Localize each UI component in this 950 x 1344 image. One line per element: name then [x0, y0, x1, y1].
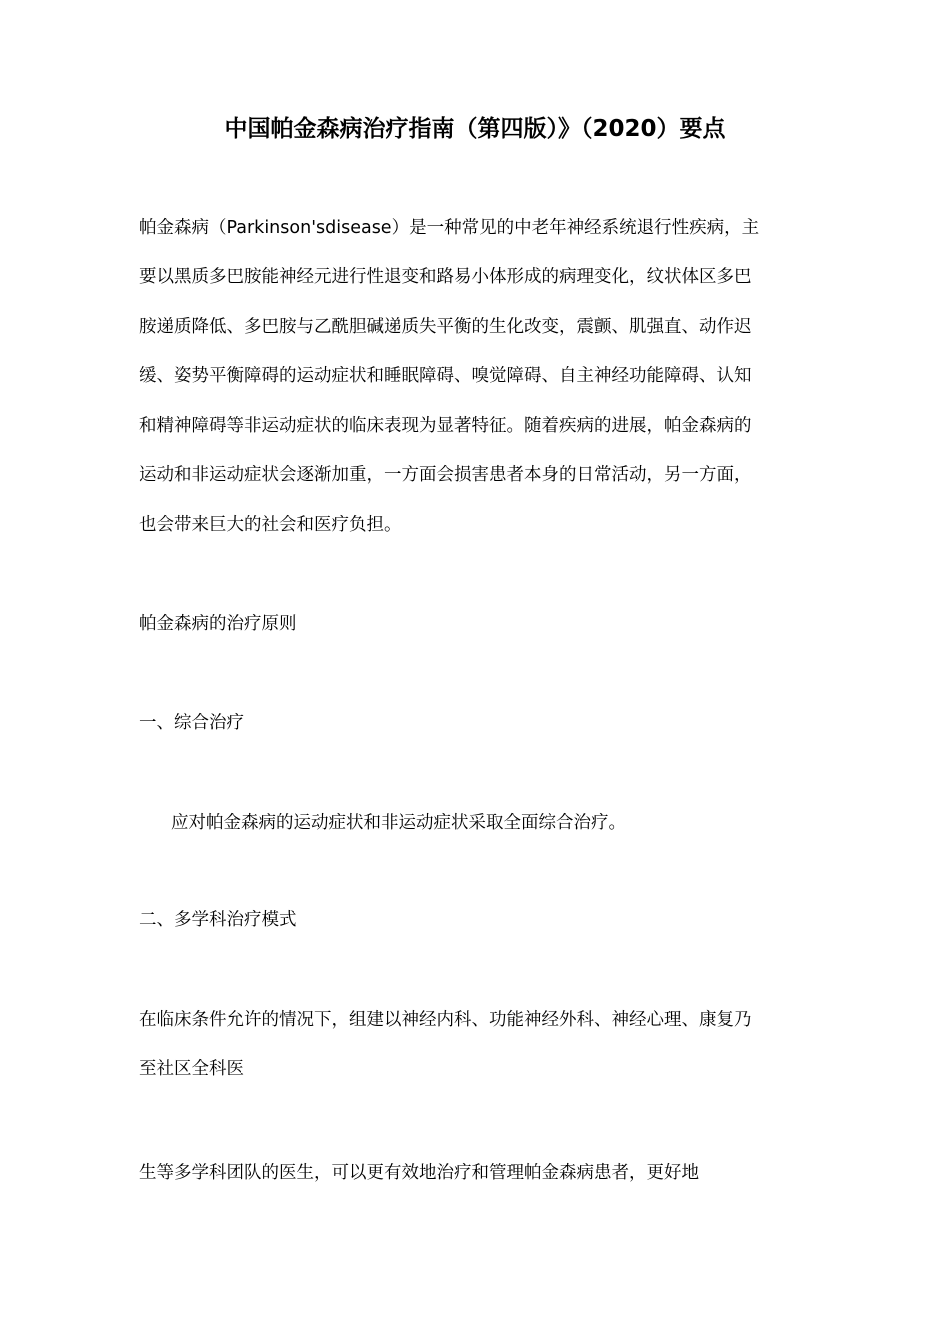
intro-line-1: 帕金森病（Parkinson'sdisease）是一种常见的中老年神经系统退行性疾病，主: [139, 218, 760, 238]
section2-line-2: 至社区全科医: [139, 1059, 244, 1079]
section2-heading: 二、多学科治疗模式: [139, 910, 297, 930]
section1-text: 应对帕金森病的运动症状和非运动症状采取全面综合治疗。: [171, 813, 626, 833]
intro-line-6: 运动和非运动症状会逐渐加重，一方面会损害患者本身的日常活动，另一方面，: [139, 465, 752, 485]
intro-line-7: 也会带来巨大的社会和医疗负担。: [139, 515, 402, 535]
section1-heading: 一、综合治疗: [139, 713, 244, 733]
document-title: 中国帕金森病治疗指南（第四版）》（2020）要点: [224, 116, 726, 142]
section2-continued: 生等多学科团队的医生，可以更有效地治疗和管理帕金森病患者，更好地: [139, 1163, 699, 1183]
section2-line-1: 在临床条件允许的情况下，组建以神经内科、功能神经外科、神经心理、康复乃: [139, 1010, 752, 1030]
intro-line-3: 胺递质降低、多巴胺与乙酰胆碱递质失平衡的生化改变，震颤、肌强直、动作迟: [139, 317, 752, 337]
intro-line-4: 缓、姿势平衡障碍的运动症状和睡眠障碍、嗅觉障碍、自主神经功能障碍、认知: [139, 366, 752, 386]
principles-heading: 帕金森病的治疗原则: [139, 614, 297, 634]
intro-line-2: 要以黑质多巴胺能神经元进行性退变和路易小体形成的病理变化，纹状体区多巴: [139, 267, 752, 287]
intro-line-5: 和精神障碍等非运动症状的临床表现为显著特征。随着疾病的进展，帕金森病的: [139, 416, 752, 436]
